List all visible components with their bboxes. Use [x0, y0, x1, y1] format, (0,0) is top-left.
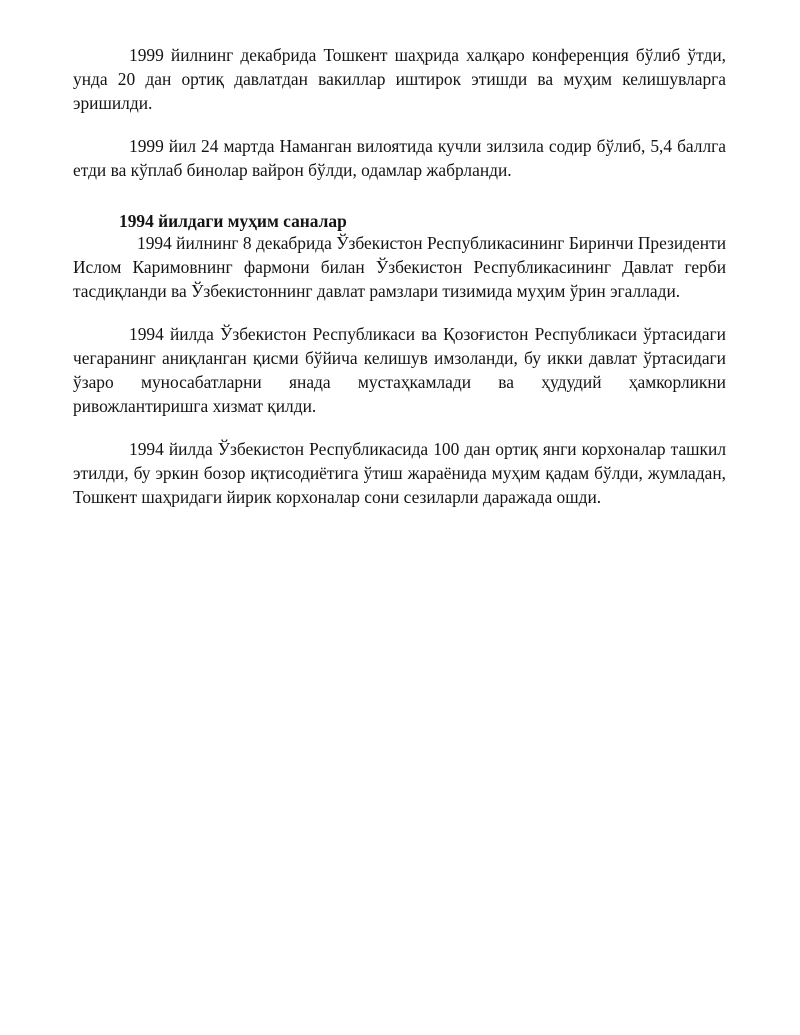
paragraph-earthquake-1999: 1999 йил 24 мартда Наманган вилоятида кучли зилзила содир бўлиб, 5,4 баллга етди ва кўплаб бинолар вайрон бўлди, одамлар жабрланди.	[73, 136, 726, 180]
section-heading: 1994 йилдаги муҳим саналар	[119, 211, 347, 231]
paragraph-border-agreement-1994: 1994 йилда Ўзбекистон Республикаси ва Қозоғистон Республикаси ўртасидаги чегаранинг аниқланган қисми бўйича келишув имзоланди, бу икки давлат ўртасидаги ўзаро муносабатларни янада мустаҳкамлади ва ҳудудий ҳамкорликни ривожлантиришга хизмат қилди.	[73, 324, 726, 416]
paragraph-enterprises-1994: 1994 йилда Ўзбекистон Республикасида 100 дан ортиқ янги корхоналар ташкил этилди, бу эркин бозор иқтисодиётига ўтиш жараёнида муҳим қадам бўлди, жумладан, Тошкент шаҳридаги йирик корхоналар сони сезиларли даражада ошди.	[73, 439, 726, 507]
document-body	[73, 43, 726, 509]
paragraph-conference-1999: 1999 йилнинг декабрида Тошкент шаҳрида халқаро конференция бўлиб ўтди, унда 20 дан ортиқ давлатдан вакиллар иштирок этишди ва муҳим келишувларга эришилди.	[73, 45, 726, 113]
paragraph-coat-of-arms-1994: 1994 йилнинг 8 декабрида Ўзбекистон Республикасининг Биринчи Президенти Ислом Каримовнинг фармони билан Ўзбекистон Республикасининг Давлат герби тасдиқланди ва Ўзбекистоннинг давлат рамзлари тизимида муҳим ўрин эгаллади.	[73, 233, 726, 301]
